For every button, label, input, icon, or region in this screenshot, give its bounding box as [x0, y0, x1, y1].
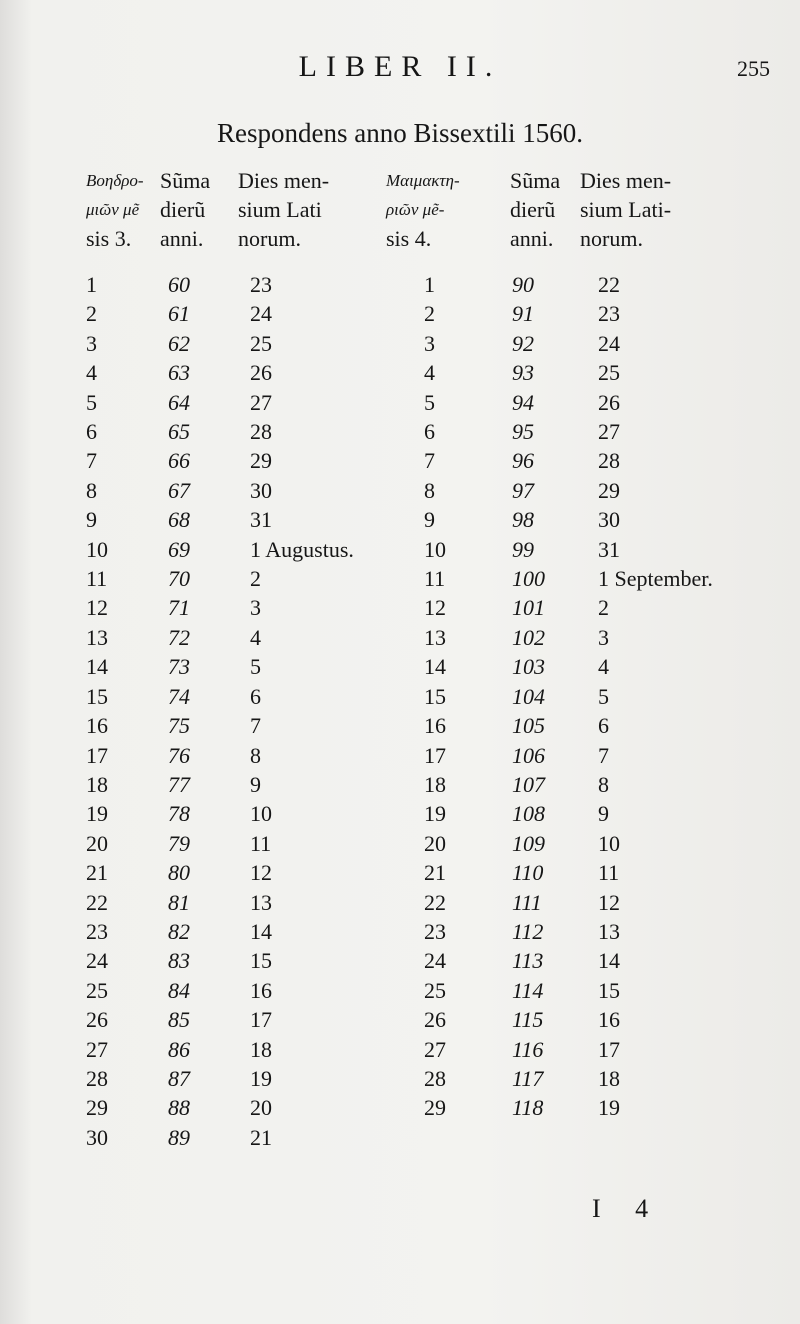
table-cell: 17	[250, 1007, 272, 1033]
table-cell: 19	[86, 801, 108, 827]
table-cell: 29	[86, 1095, 108, 1121]
table-cell: 3	[86, 330, 97, 356]
table-cell: 18	[250, 1036, 272, 1062]
header-line: sium Lati-	[580, 197, 672, 222]
table-cell: 20	[86, 830, 108, 856]
table-cell: 94	[512, 389, 534, 415]
header-line: Dies men-	[580, 168, 672, 193]
table-cell: 108	[512, 801, 545, 827]
signature-mark: I 4	[592, 1194, 663, 1223]
table-cell: 9	[250, 771, 261, 797]
table-cell: 90	[512, 272, 534, 297]
table-cell: 11	[598, 860, 620, 886]
table-cell: 15	[598, 977, 620, 1003]
header-line: Sũma	[510, 168, 561, 193]
table-cell: 101	[512, 595, 545, 621]
table-cell: 89	[168, 1124, 190, 1150]
table-cell: 117	[512, 1065, 544, 1091]
table-cell: 16	[250, 977, 272, 1003]
table-cell: 71	[168, 595, 190, 621]
table-cell: 9	[86, 507, 97, 533]
table-cell: 11	[424, 566, 446, 592]
table-cell: 23	[598, 301, 620, 327]
table-cell: 7	[250, 713, 261, 739]
table-cell: 22	[598, 272, 620, 297]
table-cell: 100	[512, 566, 545, 592]
table-cell: 8	[424, 477, 435, 503]
table-cell: 81	[168, 889, 190, 915]
table-cell: 13	[598, 918, 620, 944]
header-line: Dies men-	[238, 168, 330, 193]
table-cell: 99	[512, 536, 534, 562]
table-cell: 15	[250, 948, 272, 974]
table-cell: 110	[512, 860, 544, 886]
table-cell: 103	[512, 654, 545, 680]
table-cell: 62	[168, 330, 190, 356]
table-cell: 25	[598, 360, 620, 386]
table-cell: 14	[598, 948, 620, 974]
table-cell: 15	[424, 683, 446, 709]
table-cell: 27	[86, 1036, 108, 1062]
table-cell: 104	[512, 683, 545, 709]
table-cell: 18	[598, 1065, 620, 1091]
table-cell: 2	[424, 301, 435, 327]
table-cell: 63	[168, 360, 190, 386]
table-cell: 27	[424, 1036, 446, 1062]
table-cell: 115	[512, 1007, 544, 1033]
table-cell: 6	[86, 419, 97, 445]
table-cell: 86	[168, 1036, 190, 1062]
table-cell: 73	[168, 654, 190, 680]
right-year-days-column	[512, 270, 545, 1123]
table-cell: 8	[598, 771, 609, 797]
header-line: Sũma	[160, 168, 211, 193]
table-cell: 27	[598, 419, 620, 445]
table-cell: 1	[424, 272, 435, 297]
table-cell: 1 September.	[598, 566, 713, 592]
header-line: norum.	[238, 226, 301, 251]
table-cell: 70	[168, 566, 190, 592]
left-year-days-column	[168, 270, 190, 1152]
table-cell: 87	[168, 1065, 190, 1091]
header-line: Βοηδρο-	[86, 171, 144, 190]
table-cell: 5	[86, 389, 97, 415]
table-title: Respondens anno Bissextili 1560.	[217, 118, 583, 148]
table-cell: 13	[86, 624, 108, 650]
table-cell: 23	[86, 918, 108, 944]
table-cell: 24	[86, 948, 108, 974]
header-line: anni.	[510, 226, 554, 251]
table-cell: 25	[86, 977, 108, 1003]
table-cell: 65	[168, 419, 190, 445]
table-cell: 69	[168, 536, 190, 562]
table-cell: 25	[424, 977, 446, 1003]
header-line: sium Lati	[238, 197, 322, 222]
right-latin-days-header	[580, 166, 671, 253]
table-cell: 77	[168, 771, 190, 797]
header-line: sis 4.	[386, 226, 432, 251]
table-cell: 12	[598, 889, 620, 915]
table-cell: 14	[424, 654, 446, 680]
table-cell: 15	[86, 683, 108, 709]
table-cell: 3	[250, 595, 261, 621]
table-cell: 26	[86, 1007, 108, 1033]
table-cell: 16	[598, 1007, 620, 1033]
table-cell: 1	[86, 272, 97, 297]
table-cell: 21	[250, 1124, 272, 1150]
table-cell: 10	[598, 830, 620, 856]
table-cell: 4	[250, 624, 261, 650]
table-cell: 12	[250, 860, 272, 886]
table-cell: 11	[250, 830, 272, 856]
table-cell: 88	[168, 1095, 190, 1121]
table-cell: 28	[250, 419, 272, 445]
table-cell: 20	[424, 830, 446, 856]
table-cell: 72	[168, 624, 190, 650]
table-cell: 27	[250, 389, 272, 415]
table-cell: 8	[250, 742, 261, 768]
table-cell: 26	[424, 1007, 446, 1033]
table-cell: 19	[598, 1095, 620, 1121]
table-cell: 31	[250, 507, 272, 533]
table-cell: 18	[86, 771, 108, 797]
right-greek-days-column	[424, 270, 446, 1123]
table-cell: 22	[86, 889, 108, 915]
table-cell: 114	[512, 977, 544, 1003]
header-line: anni.	[160, 226, 204, 251]
table-cell: 113	[512, 948, 544, 974]
table-cell: 74	[168, 683, 190, 709]
table-cell: 3	[424, 330, 435, 356]
table-cell: 24	[598, 330, 620, 356]
header-line: dierũ	[510, 197, 556, 222]
table-cell: 67	[168, 477, 190, 503]
table-cell: 76	[168, 742, 190, 768]
left-latin-days-column	[250, 270, 354, 1152]
right-latin-days-column	[598, 270, 713, 1123]
table-cell: 5	[598, 683, 609, 709]
table-cell: 75	[168, 713, 190, 739]
table-cell: 116	[512, 1036, 544, 1062]
header-line: norum.	[580, 226, 643, 251]
table-cell: 84	[168, 977, 190, 1003]
table-cell: 31	[598, 536, 620, 562]
table-cell: 6	[424, 419, 435, 445]
table-cell: 16	[86, 713, 108, 739]
table-cell: 106	[512, 742, 545, 768]
table-cell: 14	[250, 918, 272, 944]
table-cell: 105	[512, 713, 545, 739]
table-cell: 98	[512, 507, 534, 533]
table-cell: 85	[168, 1007, 190, 1033]
table-cell: 64	[168, 389, 190, 415]
table-cell: 10	[86, 536, 108, 562]
table-cell: 2	[86, 301, 97, 327]
table-cell: 26	[598, 389, 620, 415]
table-cell: 19	[250, 1065, 272, 1091]
table-cell: 112	[512, 918, 544, 944]
table-cell: 29	[598, 477, 620, 503]
left-latin-days-header	[238, 166, 329, 253]
table-cell: 80	[168, 860, 190, 886]
table-cell: 91	[512, 301, 534, 327]
header-line: Μαιμακτη-	[386, 171, 460, 190]
table-cell: 107	[512, 771, 545, 797]
table-cell: 18	[424, 771, 446, 797]
table-cell: 96	[512, 448, 534, 474]
table-cell: 28	[86, 1065, 108, 1091]
table-cell: 97	[512, 477, 534, 503]
table-cell: 4	[598, 654, 609, 680]
table-cell: 9	[424, 507, 435, 533]
left-greek-days-column	[86, 270, 108, 1152]
table-cell: 24	[424, 948, 446, 974]
table-cell: 30	[86, 1124, 108, 1150]
table-cell: 7	[424, 448, 435, 474]
table-cell: 79	[168, 830, 190, 856]
table-cell: 1 Augustus.	[250, 536, 354, 562]
table-cell: 4	[424, 360, 435, 386]
right-greek-month-header	[386, 166, 460, 253]
table-cell: 20	[250, 1095, 272, 1121]
table-cell: 11	[86, 566, 108, 592]
table-cell: 23	[250, 272, 272, 297]
table-cell: 26	[250, 360, 272, 386]
header-line: sis 3.	[86, 226, 132, 251]
table-cell: 24	[250, 301, 272, 327]
header-line: μιῶν μẽ	[86, 200, 140, 219]
table-cell: 10	[250, 801, 272, 827]
table-cell: 4	[86, 360, 97, 386]
table-cell: 28	[424, 1065, 446, 1091]
table-cell: 8	[86, 477, 97, 503]
table-cell: 3	[598, 624, 609, 650]
table-cell: 21	[86, 860, 108, 886]
table-cell: 93	[512, 360, 534, 386]
table-cell: 5	[250, 654, 261, 680]
header-line: ριῶν μẽ-	[386, 200, 445, 219]
table-cell: 61	[168, 301, 190, 327]
table-cell: 60	[168, 272, 190, 297]
table-cell: 92	[512, 330, 534, 356]
table-cell: 13	[250, 889, 272, 915]
left-greek-month-header	[86, 166, 144, 253]
table-cell: 17	[86, 742, 108, 768]
table-cell: 10	[424, 536, 446, 562]
table-cell: 23	[424, 918, 446, 944]
table-cell: 5	[424, 389, 435, 415]
table-cell: 7	[598, 742, 609, 768]
table-cell: 14	[86, 654, 108, 680]
table-cell: 21	[424, 860, 446, 886]
table-cell: 7	[86, 448, 97, 474]
running-title: LIBER II.	[298, 50, 502, 83]
table-cell: 68	[168, 507, 190, 533]
table-cell: 95	[512, 419, 534, 445]
table-cell: 9	[598, 801, 609, 827]
table-cell: 12	[86, 595, 108, 621]
table-cell: 28	[598, 448, 620, 474]
right-year-days-header	[510, 166, 560, 253]
table-cell: 30	[598, 507, 620, 533]
table-cell: 6	[250, 683, 261, 709]
table-cell: 16	[424, 713, 446, 739]
page-number: 255	[737, 56, 770, 81]
table-cell: 66	[168, 448, 190, 474]
table-cell: 102	[512, 624, 545, 650]
table-cell: 2	[598, 595, 609, 621]
table-cell: 109	[512, 830, 545, 856]
table-cell: 22	[424, 889, 446, 915]
table-cell: 29	[424, 1095, 446, 1121]
table-cell: 19	[424, 801, 446, 827]
table-cell: 30	[250, 477, 272, 503]
table-cell: 29	[250, 448, 272, 474]
header-line: dierũ	[160, 197, 206, 222]
table-cell: 13	[424, 624, 446, 650]
table-cell: 25	[250, 330, 272, 356]
table-cell: 82	[168, 918, 190, 944]
table-cell: 118	[512, 1095, 544, 1121]
table-cell: 83	[168, 948, 190, 974]
table-cell: 78	[168, 801, 190, 827]
table-cell: 12	[424, 595, 446, 621]
table-cell: 6	[598, 713, 609, 739]
table-cell: 2	[250, 566, 261, 592]
left-year-days-header	[160, 166, 210, 253]
table-cell: 17	[598, 1036, 620, 1062]
table-cell: 17	[424, 742, 446, 768]
table-cell: 111	[512, 889, 542, 915]
